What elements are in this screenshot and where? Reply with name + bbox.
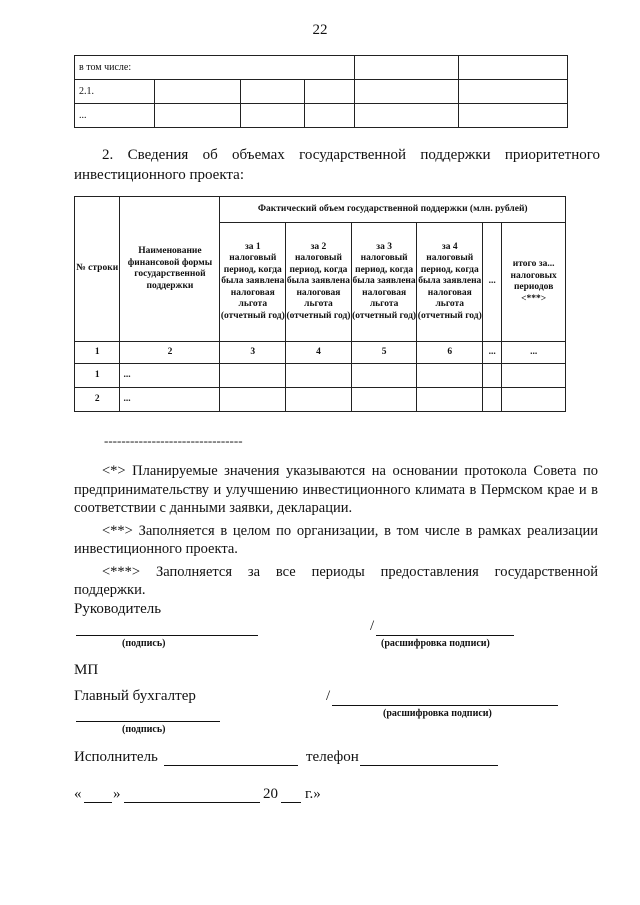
section-title xyxy=(74,145,600,185)
table-cell xyxy=(155,104,241,128)
table-cell: 2 xyxy=(75,388,120,412)
period-1-header: за 1 налоговый период, когда была заявлена налоговая льгота (отчетный год) xyxy=(220,223,286,342)
period-4-header: за 4 налоговый период, когда была заявлена налоговая льгота (отчетный год) xyxy=(417,223,483,342)
table-cell: 2.1. xyxy=(75,80,155,104)
table-cell xyxy=(354,104,459,128)
table-cell xyxy=(459,56,568,80)
phone-label: телефон xyxy=(306,749,359,765)
ellipsis-header: ... xyxy=(483,223,502,342)
table-row xyxy=(75,56,568,80)
table-cell: 2 xyxy=(120,342,220,364)
table-cell xyxy=(502,388,566,412)
performer-line xyxy=(164,765,298,766)
table-cell xyxy=(354,80,459,104)
table-cell: ... xyxy=(120,364,220,388)
date-year-line xyxy=(281,802,301,803)
accountant-decoding-caption: (расшифровка подписи) xyxy=(383,708,492,719)
footnotes xyxy=(74,462,598,600)
table-row xyxy=(75,80,568,104)
table-row xyxy=(75,104,568,128)
table-cell: 3 xyxy=(220,342,286,364)
numbering-row xyxy=(75,342,566,364)
col-num-header: № строки xyxy=(75,197,120,342)
col-name-header: Наименование финансовой формы государственной поддержки xyxy=(120,197,220,342)
footnote-3: <***> Заполняется за все периоды предоставления государственной поддержки. xyxy=(74,563,598,598)
head-decoding-line xyxy=(376,635,514,636)
support-table xyxy=(74,196,566,412)
date-open-quote: « xyxy=(74,786,82,802)
table-cell xyxy=(155,80,241,104)
table-cell xyxy=(459,104,568,128)
table-cell: 6 xyxy=(417,342,483,364)
accountant-signature-caption: (подпись) xyxy=(122,724,166,735)
table-cell: ... xyxy=(120,388,220,412)
total-header: итого за... налоговых периодов <***> xyxy=(502,223,566,342)
accountant-decoding-line xyxy=(332,705,558,706)
page-number: 22 xyxy=(312,22,328,38)
head-signature-line xyxy=(76,635,258,636)
table-cell xyxy=(354,56,459,80)
date-year-suffix: г.» xyxy=(305,786,321,802)
footnote-1: <*> Планируемые значения указываются на основании протокола Совета по предпринимательству и улучшению инвестиционного климата в Пермском крае и в соответствии с данными заявки, декларации. xyxy=(74,463,598,516)
period-3-header: за 3 налоговый период, когда была заявлена налоговая льгота (отчетный год) xyxy=(351,223,417,342)
table-cell: 4 xyxy=(286,342,352,364)
table-cell xyxy=(241,104,305,128)
top-table xyxy=(74,55,568,128)
table-cell xyxy=(483,364,502,388)
table-cell xyxy=(459,80,568,104)
section-title-line2: инвестиционного проекта: xyxy=(74,167,244,183)
separator-line: -------------------------------- xyxy=(104,433,243,448)
head-slash: / xyxy=(370,618,375,634)
table-cell xyxy=(241,80,305,104)
table-cell: ... xyxy=(502,342,566,364)
date-year-prefix: 20 xyxy=(263,786,278,802)
table-cell xyxy=(286,364,352,388)
date-month-line xyxy=(124,802,260,803)
footnote-2: <**> Заполняется в целом по организации, в том числе в рамках реализации инвестиционного проекта. xyxy=(74,522,598,557)
head-decoding-caption: (расшифровка подписи) xyxy=(381,638,490,649)
table-cell xyxy=(305,104,354,128)
head-label: Руководитель xyxy=(74,601,162,617)
stamp-label: МП xyxy=(74,662,99,678)
table-cell xyxy=(417,364,483,388)
table-cell: 5 xyxy=(351,342,417,364)
table-cell xyxy=(286,388,352,412)
table-cell: ... xyxy=(483,342,502,364)
date-close-quote: » xyxy=(113,786,121,802)
table-row xyxy=(75,388,566,412)
performer-label: Исполнитель xyxy=(74,749,158,765)
accountant-signature-line xyxy=(76,721,220,722)
table-cell: 1 xyxy=(75,342,120,364)
table-cell xyxy=(483,388,502,412)
date-day-line xyxy=(84,802,112,803)
accountant-slash: / xyxy=(326,688,331,704)
table-row xyxy=(75,364,566,388)
accountant-label: Главный бухгалтер xyxy=(74,688,196,704)
table-header-row xyxy=(75,197,566,223)
table-cell xyxy=(502,364,566,388)
table-cell xyxy=(220,388,286,412)
group-header: Фактический объем государственной поддержки (млн. рублей) xyxy=(220,197,566,223)
table-cell: ... xyxy=(75,104,155,128)
phone-line xyxy=(360,765,498,766)
table-cell xyxy=(417,388,483,412)
table-cell: 1 xyxy=(75,364,120,388)
period-2-header: за 2 налоговый период, когда была заявлена налоговая льгота (отчетный год) xyxy=(286,223,352,342)
table-cell xyxy=(305,80,354,104)
table-cell xyxy=(351,388,417,412)
table-cell xyxy=(351,364,417,388)
table-cell xyxy=(220,364,286,388)
section-title-line1: 2. Сведения об объемах государственной поддержки приоритетного xyxy=(102,147,600,163)
head-signature-caption: (подпись) xyxy=(122,638,166,649)
table-cell: в том числе: xyxy=(75,56,355,80)
